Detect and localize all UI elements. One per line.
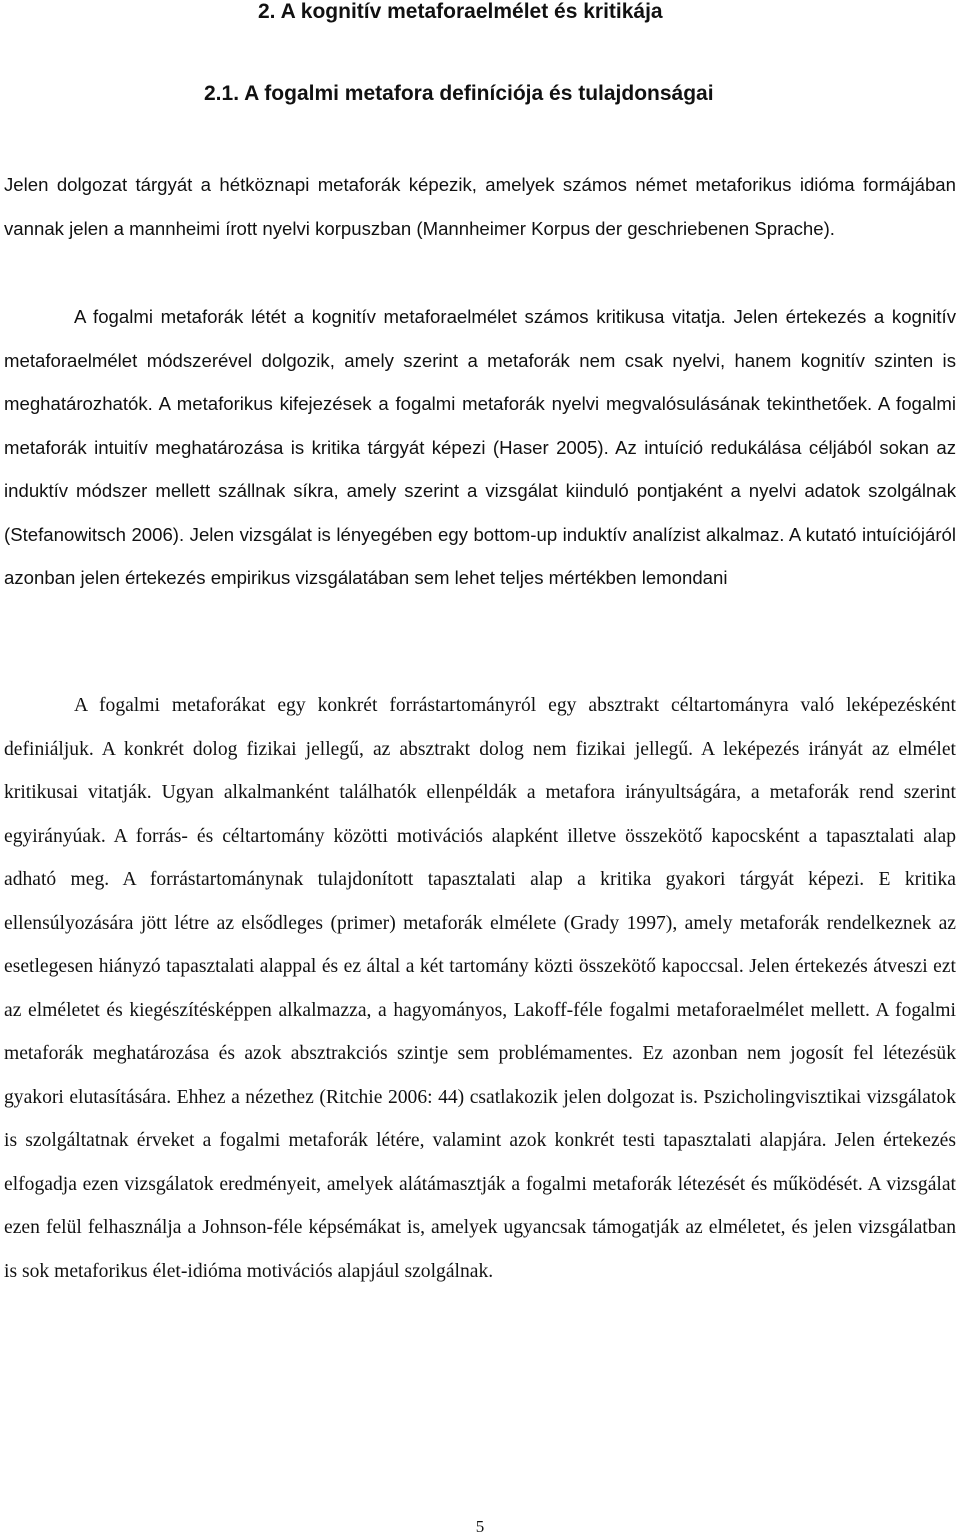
page-number: 5 (475, 1517, 485, 1536)
document-page (4, 0, 956, 1537)
section-heading: 2.1. A fogalmi metafora definíciója és tulajdonságai (204, 82, 714, 105)
paragraph-critique: A fogalmi metaforák létét a kognitív metaforaelmélet számos kritikusa vitatja. Jelen értekezés a kognitív metaforaelmélet módszerével dolgozik, amely szerint a metaforák nem csak nyelvi, hanem kognitív szinten is meghatározhatók. A metaforikus kifejezések a fogalmi metaforák nyelvi megvalósulásának tekinthetőek. A fogalmi metaforák intuitív meghatározása is kritika tárgyát képezi (Haser 2005). Az intuíció redukálása céljából sokan az induktív módszer mellett szállnak síkra, amely szerint a vizsgálat kiinduló pontjaként a nyelvi adatok szolgálnak (Stefanowitsch 2006). Jelen vizsgálat is lényegében egy bottom-up induktív analízist alkalmaz. A kutató intuíciójáról azonban jelen értekezés empirikus vizsgálatában sem lehet teljes mértékben lemondani (4, 306, 956, 588)
chapter-heading: 2. A kognitív metaforaelmélet és kritikája (258, 0, 663, 23)
paragraph-definition: A fogalmi metaforákat egy konkrét forrástartományról egy absztrakt céltartományra való leképezésként definiáljuk. A konkrét dolog fizikai jellegű, az absztrakt dolog nem fizikai jellegű. A leképezés irányát az elmélet kritikusai vitatják. Ugyan alkalmanként találhatók ellenpéldák a metafora irányultságára, a metaforák rend szerint egyirányúak. A forrás- és céltartomány közötti motivációs alapként illetve összekötő kapocsként a tapasztalati alap adható meg. A forrástartománynak tulajdonított tapasztalati alap a kritika gyakori tárgyát képezi. E kritika ellensúlyozására jött létre az elsődleges (primer) metaforák elmélete (Grady 1997), amely metaforák rendelkeznek az esetlegesen hiányzó tapasztalati alappal és ez által a két tartomány közti összekötő kapoccsal. Jelen értekezés átveszi ezt az elméletet és kiegészítésképpen alkalmazza, a hagyományos, Lakoff-féle fogalmi metaforaelmélet mellett. A fogalmi metaforák meghatározása és azok absztrakciós szintje sem problémamentes. Ez azonban nem jogosít fel létezésük gyakori elutasítására. Ehhez a nézethez (Ritchie 2006: 44) csatlakozik jelen dolgozat is. Pszicholingvisztikai vizsgálatok is szolgáltatnak érveket a fogalmi metaforák létére, valamint azok konkrét testi tapasztalati alapjára. Jelen értekezés elfogadja ezen vizsgálatok eredményeit, amelyek alátámasztják a fogalmi metaforák létezését és működését. A vizsgálat ezen felül felhasználja a Johnson-féle képsémákat is, amelyek ugyancsak támogatják az elméletet, és jelen vizsgálatban is sok metaforikus élet-idióma motivációs alapjául szolgálnak. (4, 695, 956, 1282)
paragraph-intro: Jelen dolgozat tárgyát a hétköznapi metaforák képezik, amelyek számos német metaforikus idióma formájában vannak jelen a mannheimi írott nyelvi korpuszban (Mannheimer Korpus der geschriebenen Sprache). (4, 174, 956, 239)
